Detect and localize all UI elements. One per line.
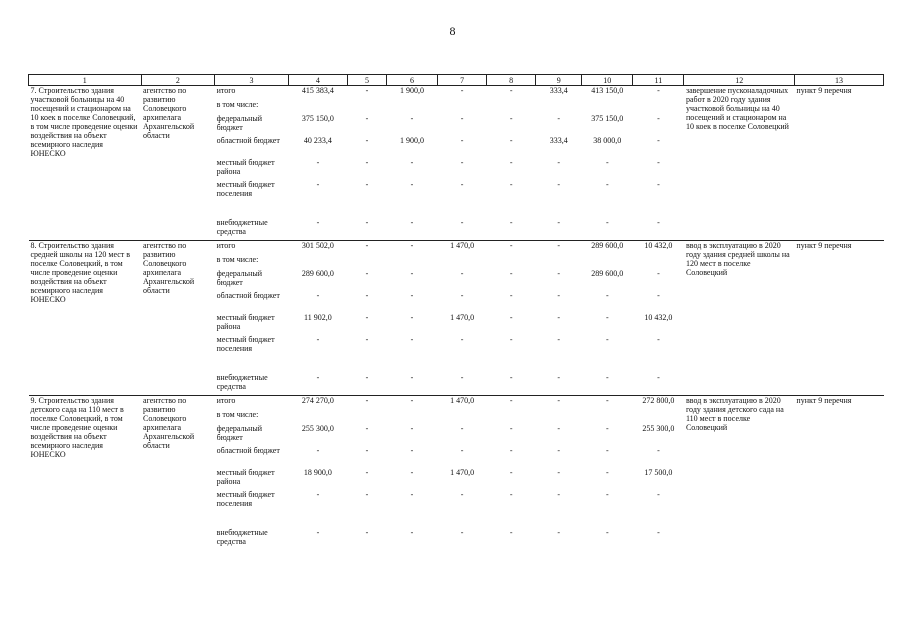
amount-cell: - xyxy=(557,291,561,300)
column-number-row xyxy=(29,75,884,86)
amount-cell: - xyxy=(509,218,513,227)
table-row xyxy=(29,241,884,256)
funding-source: областной бюджет xyxy=(216,291,280,300)
amount-cell xyxy=(487,255,536,269)
amount-cell: - xyxy=(605,218,609,227)
amount-cell: 301 502,0 xyxy=(288,241,347,256)
amount-cell: - xyxy=(460,136,464,145)
amount-cell: - xyxy=(605,490,609,499)
amount-cell: - xyxy=(633,86,684,101)
amount-cell: - xyxy=(657,136,660,145)
amount-cell: - xyxy=(509,114,513,123)
funding-source: в том числе: xyxy=(216,255,259,264)
amount-cell: - xyxy=(410,180,414,189)
amount-cell xyxy=(288,410,347,424)
column-header: 12 xyxy=(684,75,794,86)
amount-cell: 415 383,4 xyxy=(288,86,347,101)
amount-cell: 255 300,0 xyxy=(642,424,675,433)
table-body xyxy=(29,86,884,551)
amount-cell: - xyxy=(605,373,609,382)
amount-cell: 1 470,0 xyxy=(438,241,487,256)
amount-cell: - xyxy=(316,218,320,227)
amount-cell: - xyxy=(557,424,561,433)
amount-cell: - xyxy=(460,335,464,344)
amount-cell: 289 600,0 xyxy=(301,269,334,278)
amount-cell: - xyxy=(460,528,464,537)
expected-result: завершение пусконаладочных работ в 2020 году здания участковой больницы на 40 посещений и стационаром на 10 коек в поселке Соловецкий xyxy=(684,86,794,241)
amount-cell: - xyxy=(316,158,320,167)
amount-cell xyxy=(288,255,347,269)
amount-cell: - xyxy=(365,446,369,455)
amount-cell: - xyxy=(557,446,561,455)
funding-source: местный бюджет района xyxy=(216,158,275,176)
amount-cell: - xyxy=(348,396,387,411)
amount-cell: - xyxy=(582,396,633,411)
amount-cell: - xyxy=(557,180,561,189)
amount-cell: - xyxy=(316,490,320,499)
amount-cell: - xyxy=(460,424,464,433)
amount-cell: - xyxy=(365,373,369,382)
amount-cell: - xyxy=(460,218,464,227)
amount-cell xyxy=(487,410,536,424)
amount-cell: - xyxy=(487,241,536,256)
amount-cell xyxy=(386,410,437,424)
amount-cell: - xyxy=(410,424,414,433)
amount-cell: - xyxy=(460,180,464,189)
amount-cell xyxy=(438,100,487,114)
responsible-agency: агентство по развитию Соловецкого архипелага Архангельской области xyxy=(141,396,215,551)
funding-source: местный бюджет поселения xyxy=(216,180,275,198)
amount-cell: - xyxy=(509,373,513,382)
amount-cell: - xyxy=(509,335,513,344)
funding-source: федеральный бюджет xyxy=(216,424,263,442)
page-number: 8 xyxy=(449,24,456,38)
amount-cell: 18 900,0 xyxy=(303,468,332,477)
amount-cell: - xyxy=(509,446,513,455)
amount-cell: - xyxy=(509,158,513,167)
amount-cell: 413 150,0 xyxy=(582,86,633,101)
amount-cell: - xyxy=(410,373,414,382)
column-header: 8 xyxy=(487,75,536,86)
amount-cell: - xyxy=(509,424,513,433)
amount-cell xyxy=(536,410,582,424)
project-description: 9. Строительство здания детского сада на 110 мест в поселке Соловецкий, в том числе проведение оценки воздействия на объект всемирного наследия ЮНЕСКО xyxy=(29,396,142,551)
amount-cell: - xyxy=(557,158,561,167)
amount-cell: - xyxy=(316,446,320,455)
amount-cell: - xyxy=(410,490,414,499)
amount-cell xyxy=(438,410,487,424)
amount-cell: - xyxy=(365,180,369,189)
funding-source: местный бюджет поселения xyxy=(216,335,275,353)
amount-cell: - xyxy=(365,218,369,227)
amount-cell: - xyxy=(509,490,513,499)
amount-cell: - xyxy=(605,335,609,344)
amount-cell: - xyxy=(316,335,320,344)
responsible-agency: агентство по развитию Соловецкого архипелага Архангельской области xyxy=(141,241,215,396)
amount-cell: - xyxy=(557,528,561,537)
funding-source: местный бюджет района xyxy=(216,468,275,486)
amount-cell: 10 432,0 xyxy=(633,241,684,256)
amount-cell: 10 432,0 xyxy=(644,313,673,322)
amount-cell: 333,4 xyxy=(536,86,582,101)
amount-cell: - xyxy=(509,269,513,278)
project-description: 8. Строительство здания средней школы на 120 мест в поселке Соловецкий, в том числе проведение оценки воздействия на объект всемирного наследия ЮНЕСКО xyxy=(29,241,142,396)
amount-cell: - xyxy=(536,396,582,411)
amount-cell: - xyxy=(410,335,414,344)
amount-cell: - xyxy=(536,241,582,256)
amount-cell: - xyxy=(316,180,320,189)
amount-cell: - xyxy=(365,136,369,145)
amount-cell: - xyxy=(460,291,464,300)
amount-cell: - xyxy=(410,468,414,477)
amount-cell: - xyxy=(605,180,609,189)
amount-cell: - xyxy=(557,490,561,499)
column-header: 13 xyxy=(794,75,883,86)
amount-cell: - xyxy=(487,396,536,411)
column-header: 3 xyxy=(215,75,289,86)
amount-cell: - xyxy=(365,528,369,537)
amount-cell: - xyxy=(460,114,464,123)
amount-cell: 272 800,0 xyxy=(633,396,684,411)
amount-cell: - xyxy=(348,241,387,256)
funding-source: местный бюджет поселения xyxy=(216,490,275,508)
amount-cell: 255 300,0 xyxy=(301,424,334,433)
amount-cell: - xyxy=(657,528,660,537)
amount-cell: - xyxy=(657,335,660,344)
amount-cell: - xyxy=(509,136,513,145)
amount-cell: 1 470,0 xyxy=(450,468,475,477)
amount-cell: - xyxy=(410,218,414,227)
column-header: 10 xyxy=(582,75,633,86)
funding-source: итого xyxy=(215,86,289,101)
amount-cell: 289 600,0 xyxy=(582,241,633,256)
amount-cell: - xyxy=(365,468,369,477)
table-row xyxy=(29,86,884,101)
amount-cell: - xyxy=(365,269,369,278)
column-header: 2 xyxy=(141,75,215,86)
amount-cell: - xyxy=(657,180,660,189)
column-header: 7 xyxy=(438,75,487,86)
amount-cell: - xyxy=(487,86,536,101)
project-description: 7. Строительство здания участковой больницы на 40 посещений и стационаром на 10 коек в поселке Соловецкий, в том числе проведение оценки воздействия на объект всемирного наследия ЮНЕСКО xyxy=(29,86,142,241)
amount-cell: - xyxy=(557,313,561,322)
amount-cell xyxy=(582,255,633,269)
amount-cell: - xyxy=(348,86,387,101)
amount-cell: 375 150,0 xyxy=(301,114,334,123)
expected-result: ввод в эксплуатацию в 2020 году здания средней школы на 120 мест в поселке Соловецкий xyxy=(684,241,794,396)
amount-cell: - xyxy=(365,424,369,433)
amount-cell: - xyxy=(410,313,414,322)
amount-cell: - xyxy=(509,528,513,537)
amount-cell xyxy=(348,100,387,114)
amount-cell: 17 500,0 xyxy=(644,468,673,477)
amount-cell: - xyxy=(509,468,513,477)
amount-cell: 274 270,0 xyxy=(288,396,347,411)
amount-cell xyxy=(348,255,387,269)
funding-source: внебюджетные средства xyxy=(216,528,268,546)
amount-cell: - xyxy=(657,291,660,300)
funding-source: внебюджетные средства xyxy=(216,218,268,236)
table-row xyxy=(29,396,884,411)
amount-cell: - xyxy=(557,373,561,382)
amount-cell: - xyxy=(657,158,660,167)
amount-cell xyxy=(633,410,684,424)
amount-cell: - xyxy=(386,396,437,411)
amount-cell xyxy=(582,100,633,114)
amount-cell: 11 902,0 xyxy=(304,313,332,322)
amount-cell: - xyxy=(657,218,660,227)
amount-cell: - xyxy=(657,269,660,278)
amount-cell: - xyxy=(365,291,369,300)
amount-cell xyxy=(536,100,582,114)
amount-cell: - xyxy=(365,335,369,344)
funding-source: местный бюджет района xyxy=(216,313,275,331)
funding-source: федеральный бюджет xyxy=(216,114,263,132)
amount-cell: 289 600,0 xyxy=(591,269,624,278)
reference: пункт 9 перечня xyxy=(794,241,883,396)
amount-cell: - xyxy=(605,528,609,537)
funding-source: итого xyxy=(215,396,289,411)
expected-result: ввод в эксплуатацию в 2020 году здания детского сада на 110 мест в поселке Соловецкий xyxy=(684,396,794,551)
amount-cell: - xyxy=(460,269,464,278)
reference: пункт 9 перечня xyxy=(794,396,883,551)
amount-cell: 375 150,0 xyxy=(591,114,624,123)
amount-cell: 1 900,0 xyxy=(386,86,437,101)
amount-cell: - xyxy=(410,528,414,537)
amount-cell: - xyxy=(657,490,660,499)
amount-cell: - xyxy=(557,335,561,344)
amount-cell: - xyxy=(657,114,660,123)
amount-cell: 333,4 xyxy=(549,136,568,145)
amount-cell: - xyxy=(316,291,320,300)
amount-cell: - xyxy=(557,269,561,278)
amount-cell: 1 470,0 xyxy=(450,313,475,322)
amount-cell xyxy=(633,255,684,269)
amount-cell: - xyxy=(605,291,609,300)
amount-cell: - xyxy=(557,114,561,123)
amount-cell: 40 233,4 xyxy=(303,136,332,145)
column-header: 6 xyxy=(386,75,437,86)
amount-cell xyxy=(386,100,437,114)
funding-source: федеральный бюджет xyxy=(216,269,263,287)
funding-source: итого xyxy=(215,241,289,256)
column-header: 11 xyxy=(633,75,684,86)
funding-source: внебюджетные средства xyxy=(216,373,268,391)
funding-source: областной бюджет xyxy=(216,136,280,145)
amount-cell xyxy=(348,410,387,424)
amount-cell: - xyxy=(410,114,414,123)
amount-cell: - xyxy=(438,86,487,101)
amount-cell: 1 470,0 xyxy=(438,396,487,411)
budget-table xyxy=(28,74,884,550)
amount-cell xyxy=(633,100,684,114)
amount-cell: - xyxy=(316,373,320,382)
column-header: 9 xyxy=(536,75,582,86)
amount-cell: - xyxy=(410,291,414,300)
funding-source: в том числе: xyxy=(216,410,259,419)
amount-cell: - xyxy=(605,424,609,433)
amount-cell: - xyxy=(410,158,414,167)
amount-cell: - xyxy=(605,158,609,167)
amount-cell: - xyxy=(509,291,513,300)
responsible-agency: агентство по развитию Соловецкого архипелага Архангельской области xyxy=(141,86,215,241)
funding-source: областной бюджет xyxy=(216,446,280,455)
column-header: 4 xyxy=(288,75,347,86)
amount-cell xyxy=(487,100,536,114)
amount-cell: - xyxy=(410,446,414,455)
amount-cell: - xyxy=(365,313,369,322)
amount-cell: - xyxy=(605,468,609,477)
amount-cell xyxy=(536,255,582,269)
amount-cell: - xyxy=(460,490,464,499)
amount-cell: - xyxy=(657,373,660,382)
reference: пункт 9 перечня xyxy=(794,86,883,241)
amount-cell: - xyxy=(365,490,369,499)
amount-cell: 1 900,0 xyxy=(399,136,424,145)
amount-cell: - xyxy=(460,373,464,382)
amount-cell: - xyxy=(509,180,513,189)
amount-cell: - xyxy=(460,158,464,167)
amount-cell: - xyxy=(365,158,369,167)
amount-cell: - xyxy=(605,313,609,322)
funding-source: в том числе: xyxy=(216,100,259,109)
amount-cell xyxy=(582,410,633,424)
amount-cell: - xyxy=(410,269,414,278)
amount-cell: 38 000,0 xyxy=(593,136,622,145)
amount-cell: - xyxy=(557,468,561,477)
amount-cell: - xyxy=(605,446,609,455)
amount-cell: - xyxy=(557,218,561,227)
amount-cell: - xyxy=(386,241,437,256)
amount-cell xyxy=(386,255,437,269)
amount-cell: - xyxy=(365,114,369,123)
amount-cell: - xyxy=(316,528,320,537)
amount-cell: - xyxy=(509,313,513,322)
amount-cell xyxy=(288,100,347,114)
column-header: 1 xyxy=(29,75,142,86)
amount-cell xyxy=(438,255,487,269)
amount-cell: - xyxy=(657,446,660,455)
column-header: 5 xyxy=(348,75,387,86)
amount-cell: - xyxy=(460,446,464,455)
